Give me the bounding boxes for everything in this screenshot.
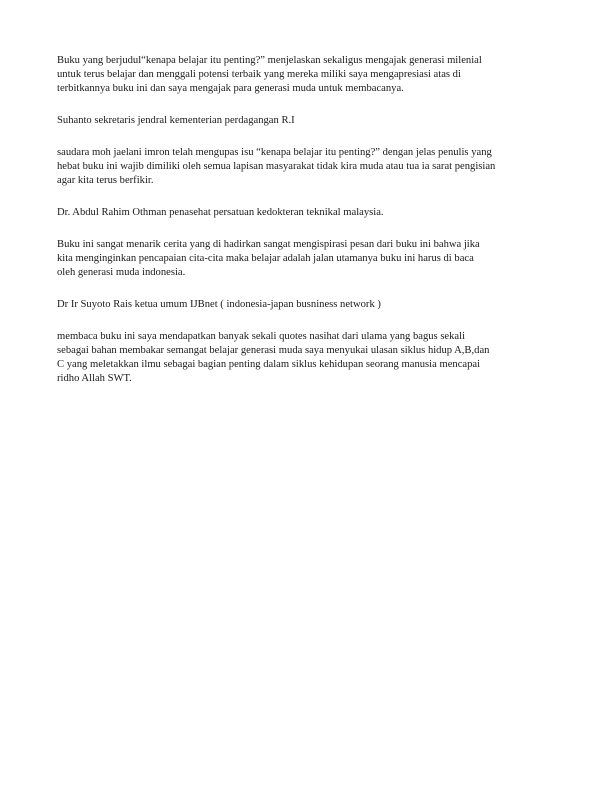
text-line: oleh generasi muda indonesia.	[57, 267, 186, 278]
testimonial-paragraph	[57, 146, 547, 188]
text-line: Dr. Abdul Rahim Othman penasehat persatuan kedokteran teknikal malaysia.	[57, 207, 384, 218]
text-line: Suhanto sekretaris jendral kementerian perdagangan R.I	[57, 115, 295, 126]
text-line: Buku yang berjudul“kenapa belajar itu penting?” menjelaskan sekaligus mengajak generasi milenial	[57, 55, 482, 66]
text-line: kita menginginkan pencapaian cita-cita maka belajar adalah jalan utamanya buku ini harus di baca	[57, 253, 474, 264]
text-line: saudara moh jaelani imron telah mengupas isu “kenapa belajar itu penting?” dengan jelas penulis yang	[57, 147, 492, 158]
attribution-paragraph	[57, 298, 547, 312]
text-line: hebat buku ini wajib dimiliki oleh semua lapisan masyarakat tidak kira muda atau tua ia sarat pengisian	[57, 161, 496, 172]
text-line: ridho Allah SWT.	[57, 373, 132, 384]
text-line: Buku ini sangat menarik cerita yang di hadirkan sangat mengispirasi pesan dari buku ini bahwa jika	[57, 239, 480, 250]
text-line: agar kita terus berfikir.	[57, 175, 154, 186]
text-line: terbitkannya buku ini dan saya mengajak para generasi muda untuk membacanya.	[57, 83, 404, 94]
text-line: Dr Ir Suyoto Rais ketua umum IJBnet ( indonesia-japan busniness network )	[57, 299, 381, 310]
text-line: C yang meletakkan ilmu sebagai bagian penting dalam siklus kehidupan seorang manusia mencapai	[57, 359, 481, 370]
testimonial-paragraph	[57, 238, 547, 280]
attribution-paragraph	[57, 206, 547, 220]
testimonial-paragraph	[57, 330, 547, 386]
text-line: membaca buku ini saya mendapatkan banyak sekali quotes nasihat dari ulama yang bagus sekali	[57, 331, 466, 342]
attribution-paragraph	[57, 114, 547, 128]
document-body	[57, 54, 547, 404]
testimonial-paragraph	[57, 54, 547, 96]
text-line: sebagai bahan membakar semangat belajar generasi muda saya menyukai ulasan siklus hidup A,B,dan	[57, 345, 490, 356]
text-line: untuk terus belajar dan menggali potensi terbaik yang mereka miliki saya mengapresiasi atas di	[57, 69, 461, 80]
